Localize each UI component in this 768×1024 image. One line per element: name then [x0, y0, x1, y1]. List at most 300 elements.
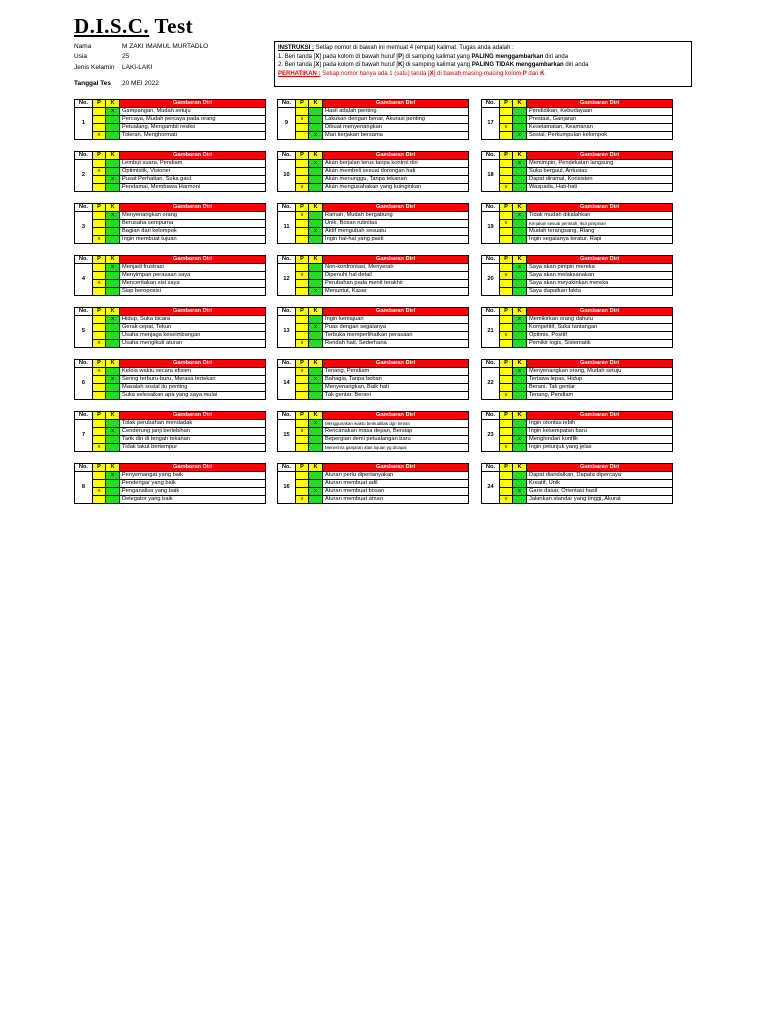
- statement-text: Tarik diri di tengah tekanan: [120, 436, 266, 444]
- table-row: [278, 316, 469, 324]
- p-mark-cell[interactable]: x: [500, 392, 513, 400]
- p-mark-cell[interactable]: x: [500, 220, 513, 228]
- table-row: [75, 184, 266, 192]
- k-mark-cell[interactable]: [106, 368, 120, 376]
- p-mark-cell[interactable]: [500, 428, 513, 436]
- p-mark-cell[interactable]: [296, 444, 309, 452]
- p-mark-cell[interactable]: [296, 280, 309, 288]
- p-mark-cell[interactable]: [93, 176, 106, 184]
- p-mark-cell[interactable]: [93, 288, 106, 296]
- question-block-2: [74, 151, 266, 192]
- k-mark-cell[interactable]: [309, 340, 323, 348]
- p-mark-cell[interactable]: [500, 132, 513, 140]
- table-row: [75, 420, 266, 428]
- question-number: 13: [278, 316, 296, 348]
- question-number: 8: [75, 472, 93, 504]
- question-block-16: [277, 463, 469, 504]
- p-mark-cell[interactable]: [500, 488, 513, 496]
- k-mark-cell[interactable]: x: [309, 228, 323, 236]
- header-description: Gambaran Diri: [323, 308, 469, 316]
- header-p: P: [93, 464, 106, 472]
- p-mark-cell[interactable]: [296, 316, 309, 324]
- p-mark-cell[interactable]: x: [296, 340, 309, 348]
- k-mark-cell[interactable]: [513, 384, 527, 392]
- header-k: K: [309, 412, 323, 420]
- k-mark-cell[interactable]: [309, 368, 323, 376]
- question-block-13: [277, 307, 469, 348]
- header-description: Gambaran Diri: [120, 412, 266, 420]
- statement-text: Menerima ganjaran atas tujuan yg dicapai: [323, 444, 469, 452]
- k-mark-cell[interactable]: [513, 444, 527, 452]
- p-mark-cell[interactable]: x: [93, 132, 106, 140]
- k-mark-cell[interactable]: x: [309, 420, 323, 428]
- k-mark-cell[interactable]: [513, 168, 527, 176]
- k-mark-cell[interactable]: x: [106, 472, 120, 480]
- p-mark-cell[interactable]: x: [296, 272, 309, 280]
- k-mark-cell[interactable]: [513, 496, 527, 504]
- k-mark-cell[interactable]: [513, 376, 527, 384]
- k-mark-cell[interactable]: x: [513, 264, 527, 272]
- k-mark-cell[interactable]: x: [513, 160, 527, 168]
- question-block-22: [481, 359, 673, 400]
- header-k: K: [309, 204, 323, 212]
- k-mark-cell[interactable]: [309, 332, 323, 340]
- k-mark-cell[interactable]: x: [106, 264, 120, 272]
- statement-text: Tidak mudah dikalahkan: [527, 212, 673, 220]
- k-mark-cell[interactable]: [513, 288, 527, 296]
- k-mark-cell[interactable]: [309, 264, 323, 272]
- header-k: K: [309, 464, 323, 472]
- p-mark-cell[interactable]: [296, 264, 309, 272]
- header-p: P: [93, 152, 106, 160]
- k-mark-cell[interactable]: [106, 236, 120, 244]
- statement-text: Saya akan meyakinkan mereka: [527, 280, 673, 288]
- header-k: K: [106, 308, 120, 316]
- k-mark-cell[interactable]: [309, 108, 323, 116]
- block-header: [482, 152, 673, 160]
- k-mark-cell[interactable]: x: [513, 368, 527, 376]
- k-mark-cell[interactable]: [309, 176, 323, 184]
- k-mark-cell[interactable]: [106, 324, 120, 332]
- table-row: [278, 376, 469, 384]
- k-mark-cell[interactable]: [106, 488, 120, 496]
- p-mark-cell[interactable]: [500, 376, 513, 384]
- p-mark-cell[interactable]: [296, 220, 309, 228]
- p-mark-cell[interactable]: [296, 236, 309, 244]
- k-mark-cell[interactable]: x: [513, 316, 527, 324]
- p-mark-cell[interactable]: x: [500, 272, 513, 280]
- k-mark-cell[interactable]: [309, 472, 323, 480]
- k-mark-cell[interactable]: [106, 168, 120, 176]
- instructions-intro: INSTRUKSI : Setiap nomor di bawah ini memuat 4 (empat) kalimat. Tugas anda adalah :: [278, 45, 514, 51]
- k-mark-cell[interactable]: [513, 472, 527, 480]
- p-mark-cell[interactable]: [500, 384, 513, 392]
- p-mark-cell[interactable]: [500, 108, 513, 116]
- p-mark-cell[interactable]: [296, 228, 309, 236]
- p-mark-cell[interactable]: [93, 376, 106, 384]
- k-mark-cell[interactable]: [513, 392, 527, 400]
- question-number: 7: [75, 420, 93, 452]
- p-mark-cell[interactable]: x: [500, 444, 513, 452]
- k-mark-cell[interactable]: [309, 428, 323, 436]
- k-mark-cell[interactable]: x: [309, 376, 323, 384]
- instructions-line-2: 2. Beri tanda [X] pada kolom di bawah huruf [K] di samping kalimat yang PALING TIDAK menggambarkan diri anda: [278, 62, 589, 69]
- k-mark-cell[interactable]: [513, 272, 527, 280]
- k-mark-cell[interactable]: [513, 108, 527, 116]
- header-p: P: [296, 100, 309, 108]
- k-mark-cell[interactable]: x: [106, 176, 120, 184]
- p-mark-cell[interactable]: [500, 168, 513, 176]
- question-block-18: [481, 151, 673, 192]
- statement-text: Ingin segalanya teratur, Rapi: [527, 236, 673, 244]
- p-mark-cell[interactable]: [93, 428, 106, 436]
- p-mark-cell[interactable]: x: [296, 116, 309, 124]
- p-mark-cell[interactable]: [93, 116, 106, 124]
- k-mark-cell[interactable]: [106, 480, 120, 488]
- header-description: Gambaran Diri: [323, 100, 469, 108]
- k-mark-cell[interactable]: [309, 444, 323, 452]
- k-mark-cell[interactable]: [106, 384, 120, 392]
- header-no: No.: [75, 256, 93, 264]
- k-mark-cell[interactable]: [106, 280, 120, 288]
- p-mark-cell[interactable]: [93, 108, 106, 116]
- p-mark-cell[interactable]: [500, 160, 513, 168]
- p-mark-cell[interactable]: [93, 228, 106, 236]
- question-block-8: [74, 463, 266, 504]
- k-mark-cell[interactable]: [309, 220, 323, 228]
- p-mark-cell[interactable]: x: [296, 428, 309, 436]
- table-row: [482, 480, 673, 488]
- header-p: P: [500, 360, 513, 368]
- block-header: [482, 100, 673, 108]
- p-mark-cell[interactable]: x: [93, 280, 106, 288]
- question-block-1: [74, 99, 266, 140]
- k-mark-cell[interactable]: [106, 332, 120, 340]
- p-mark-cell[interactable]: [296, 132, 309, 140]
- table-row: [75, 160, 266, 168]
- p-mark-cell[interactable]: [500, 324, 513, 332]
- k-mark-cell[interactable]: x: [106, 212, 120, 220]
- p-mark-cell[interactable]: [500, 340, 513, 348]
- k-mark-cell[interactable]: [513, 324, 527, 332]
- k-mark-cell[interactable]: [513, 176, 527, 184]
- p-mark-cell[interactable]: [296, 176, 309, 184]
- k-mark-cell[interactable]: [106, 184, 120, 192]
- k-mark-cell[interactable]: x: [513, 488, 527, 496]
- p-mark-cell[interactable]: x: [93, 488, 106, 496]
- k-mark-cell[interactable]: [309, 116, 323, 124]
- header-k: K: [309, 100, 323, 108]
- k-mark-cell[interactable]: x: [106, 428, 120, 436]
- p-mark-cell[interactable]: [500, 280, 513, 288]
- p-mark-cell[interactable]: [296, 168, 309, 176]
- k-mark-cell[interactable]: [106, 132, 120, 140]
- header-k: K: [106, 100, 120, 108]
- p-mark-cell[interactable]: x: [500, 332, 513, 340]
- k-mark-cell[interactable]: [513, 220, 527, 228]
- p-mark-cell[interactable]: [500, 480, 513, 488]
- p-mark-cell[interactable]: [296, 392, 309, 400]
- table-row: [278, 472, 469, 480]
- p-mark-cell[interactable]: x: [500, 184, 513, 192]
- k-mark-cell[interactable]: [106, 160, 120, 168]
- p-mark-cell[interactable]: [296, 324, 309, 332]
- p-mark-cell[interactable]: [93, 480, 106, 488]
- p-mark-cell[interactable]: x: [93, 444, 106, 452]
- p-mark-cell[interactable]: [296, 488, 309, 496]
- p-mark-cell[interactable]: [93, 420, 106, 428]
- p-mark-cell[interactable]: x: [296, 496, 309, 504]
- p-mark-cell[interactable]: [93, 184, 106, 192]
- p-mark-cell[interactable]: [500, 368, 513, 376]
- p-mark-cell[interactable]: [296, 472, 309, 480]
- statement-text: Akan berjalan terus tanpa kontrol diri: [323, 160, 469, 168]
- p-mark-cell[interactable]: [93, 436, 106, 444]
- k-mark-cell[interactable]: x: [513, 212, 527, 220]
- statement-text: Hasil adalah penting: [323, 108, 469, 116]
- k-mark-cell[interactable]: [106, 228, 120, 236]
- p-mark-cell[interactable]: [296, 436, 309, 444]
- header-k: K: [106, 256, 120, 264]
- p-mark-cell[interactable]: x: [93, 168, 106, 176]
- statement-text: Kreatif, Unik: [527, 480, 673, 488]
- p-mark-cell[interactable]: x: [296, 184, 309, 192]
- statement-text: Menyimpan perasaan saya: [120, 272, 266, 280]
- k-mark-cell[interactable]: [309, 124, 323, 132]
- p-mark-cell[interactable]: [500, 236, 513, 244]
- statement-text: Saya akan pimpin mereka: [527, 264, 673, 272]
- p-mark-cell[interactable]: [500, 176, 513, 184]
- p-mark-cell[interactable]: [93, 324, 106, 332]
- p-mark-cell[interactable]: x: [296, 368, 309, 376]
- statement-text: Suka bergaul, Antusias: [527, 168, 673, 176]
- header-p: P: [93, 308, 106, 316]
- table-row: [482, 236, 673, 244]
- statement-text: Petualang, Mengambil resiko: [120, 124, 266, 132]
- instructions-box: [274, 41, 692, 87]
- statement-text: Optimis, Positif: [527, 332, 673, 340]
- statement-text: Berusaha sempurna: [120, 220, 266, 228]
- p-mark-cell[interactable]: [93, 392, 106, 400]
- p-mark-cell[interactable]: [93, 160, 106, 168]
- p-mark-cell[interactable]: [296, 420, 309, 428]
- p-mark-cell[interactable]: [296, 108, 309, 116]
- k-mark-cell[interactable]: [309, 496, 323, 504]
- header-k: K: [513, 100, 527, 108]
- p-mark-cell[interactable]: [296, 332, 309, 340]
- table-row: [482, 160, 673, 168]
- k-mark-cell[interactable]: [106, 444, 120, 452]
- k-mark-cell[interactable]: [513, 280, 527, 288]
- p-mark-cell[interactable]: [500, 316, 513, 324]
- table-row: [482, 316, 673, 324]
- p-mark-cell[interactable]: [93, 316, 106, 324]
- p-mark-cell[interactable]: [93, 264, 106, 272]
- k-mark-cell[interactable]: [513, 480, 527, 488]
- p-mark-cell[interactable]: [93, 220, 106, 228]
- k-mark-cell[interactable]: x: [309, 324, 323, 332]
- p-mark-cell[interactable]: x: [500, 124, 513, 132]
- statement-text: Menceritakan sisi saya: [120, 280, 266, 288]
- table-row: [482, 384, 673, 392]
- k-mark-cell[interactable]: [106, 496, 120, 504]
- k-mark-cell[interactable]: x: [309, 488, 323, 496]
- header-description: Gambaran Diri: [120, 204, 266, 212]
- statement-text: Menyenangkan, Baik hati: [323, 384, 469, 392]
- header-p: P: [296, 204, 309, 212]
- block-header: [278, 412, 469, 420]
- k-mark-cell[interactable]: [513, 428, 527, 436]
- p-mark-cell[interactable]: [296, 124, 309, 132]
- question-number: 14: [278, 368, 296, 400]
- k-mark-cell[interactable]: [309, 392, 323, 400]
- header-k: K: [513, 204, 527, 212]
- header-k: K: [513, 308, 527, 316]
- p-mark-cell[interactable]: [93, 272, 106, 280]
- k-mark-cell[interactable]: [106, 392, 120, 400]
- k-mark-cell[interactable]: [106, 340, 120, 348]
- k-mark-cell[interactable]: [309, 236, 323, 244]
- statement-text: Terbuka memperlihatkan perasaan: [323, 332, 469, 340]
- k-mark-cell[interactable]: [309, 384, 323, 392]
- k-mark-cell[interactable]: x: [106, 316, 120, 324]
- statement-text: Hidup, Suka bicara: [120, 316, 266, 324]
- p-mark-cell[interactable]: [500, 116, 513, 124]
- k-mark-cell[interactable]: [309, 316, 323, 324]
- statement-text: Tertawa lepas, Hidup: [527, 376, 673, 384]
- question-number: 10: [278, 160, 296, 192]
- question-number: 11: [278, 212, 296, 244]
- p-mark-cell[interactable]: [500, 436, 513, 444]
- header-k: K: [513, 412, 527, 420]
- k-mark-cell[interactable]: x: [309, 160, 323, 168]
- table-row: [482, 324, 673, 332]
- k-mark-cell[interactable]: [513, 228, 527, 236]
- p-mark-cell[interactable]: [500, 288, 513, 296]
- statement-text: Aturan membuat bosan: [323, 488, 469, 496]
- p-mark-cell[interactable]: [500, 212, 513, 220]
- p-mark-cell[interactable]: [93, 496, 106, 504]
- k-mark-cell[interactable]: x: [513, 132, 527, 140]
- p-mark-cell[interactable]: [296, 480, 309, 488]
- p-mark-cell[interactable]: [93, 212, 106, 220]
- p-mark-cell[interactable]: [296, 376, 309, 384]
- k-mark-cell[interactable]: [106, 420, 120, 428]
- p-mark-cell[interactable]: [500, 472, 513, 480]
- table-row: [75, 332, 266, 340]
- p-mark-cell[interactable]: x: [93, 236, 106, 244]
- table-row: [278, 212, 469, 220]
- statement-text: Bahagia, Tanpa beban: [323, 376, 469, 384]
- k-mark-cell[interactable]: [106, 272, 120, 280]
- question-number: 12: [278, 264, 296, 296]
- instructions-warning: PERHATIKAN : Setiap nomor hanya ada 1 (satu) tanda [X] di bawah masing-masing kolom P dan K.: [278, 70, 547, 77]
- k-mark-cell[interactable]: [106, 436, 120, 444]
- header-description: Gambaran Diri: [120, 256, 266, 264]
- k-mark-cell[interactable]: [309, 272, 323, 280]
- header-k: K: [513, 360, 527, 368]
- question-number: 22: [482, 368, 500, 400]
- k-mark-cell[interactable]: [309, 480, 323, 488]
- header-no: No.: [75, 360, 93, 368]
- p-mark-cell[interactable]: [296, 160, 309, 168]
- statement-text: Gampangan, Mudah setuju: [120, 108, 266, 116]
- p-mark-cell[interactable]: [500, 264, 513, 272]
- k-mark-cell[interactable]: [513, 124, 527, 132]
- k-mark-cell[interactable]: [513, 332, 527, 340]
- table-row: [278, 280, 469, 288]
- p-mark-cell[interactable]: [500, 420, 513, 428]
- k-mark-cell[interactable]: [106, 116, 120, 124]
- statement-text: Waspada, Hati-hati: [527, 184, 673, 192]
- p-mark-cell[interactable]: [296, 288, 309, 296]
- k-mark-cell[interactable]: x: [309, 288, 323, 296]
- statement-text: Prestasi, Ganjaran: [527, 116, 673, 124]
- header-p: P: [296, 412, 309, 420]
- k-mark-cell[interactable]: [106, 288, 120, 296]
- table-row: [482, 184, 673, 192]
- table-row: [482, 108, 673, 116]
- k-mark-cell[interactable]: x: [106, 376, 120, 384]
- header-p: P: [500, 100, 513, 108]
- statement-text: Saya akan melaksanakan: [527, 272, 673, 280]
- k-mark-cell[interactable]: [513, 184, 527, 192]
- k-mark-cell[interactable]: [309, 184, 323, 192]
- header-k: K: [106, 464, 120, 472]
- header-description: Gambaran Diri: [527, 464, 673, 472]
- table-row: [75, 264, 266, 272]
- k-mark-cell[interactable]: [106, 124, 120, 132]
- p-mark-cell[interactable]: [93, 472, 106, 480]
- k-mark-cell[interactable]: [309, 436, 323, 444]
- statement-text: Menghindari konflik: [527, 436, 673, 444]
- header-no: No.: [482, 360, 500, 368]
- header-k: K: [513, 256, 527, 264]
- header-no: No.: [75, 100, 93, 108]
- header-p: P: [296, 308, 309, 316]
- k-mark-cell[interactable]: [513, 340, 527, 348]
- p-mark-cell[interactable]: [500, 228, 513, 236]
- table-row: [75, 376, 266, 384]
- k-mark-cell[interactable]: x: [513, 436, 527, 444]
- table-row: [278, 124, 469, 132]
- question-number: 5: [75, 316, 93, 348]
- statement-text: Optimistik, Visioner: [120, 168, 266, 176]
- k-mark-cell[interactable]: x: [106, 108, 120, 116]
- p-mark-cell[interactable]: [296, 384, 309, 392]
- k-mark-cell[interactable]: [513, 116, 527, 124]
- header-p: P: [93, 256, 106, 264]
- p-mark-cell[interactable]: x: [93, 340, 106, 348]
- k-mark-cell[interactable]: [309, 168, 323, 176]
- p-mark-cell[interactable]: [93, 332, 106, 340]
- k-mark-cell[interactable]: [513, 420, 527, 428]
- p-mark-cell[interactable]: x: [296, 212, 309, 220]
- p-mark-cell[interactable]: x: [93, 368, 106, 376]
- k-mark-cell[interactable]: [513, 236, 527, 244]
- k-mark-cell[interactable]: x: [309, 132, 323, 140]
- table-row: [482, 280, 673, 288]
- p-mark-cell[interactable]: x: [500, 496, 513, 504]
- table-row: [75, 132, 266, 140]
- k-mark-cell[interactable]: [106, 220, 120, 228]
- k-mark-cell[interactable]: [309, 212, 323, 220]
- header-no: No.: [278, 308, 296, 316]
- question-number: 17: [482, 108, 500, 140]
- p-mark-cell[interactable]: [93, 124, 106, 132]
- p-mark-cell[interactable]: [93, 384, 106, 392]
- k-mark-cell[interactable]: [309, 280, 323, 288]
